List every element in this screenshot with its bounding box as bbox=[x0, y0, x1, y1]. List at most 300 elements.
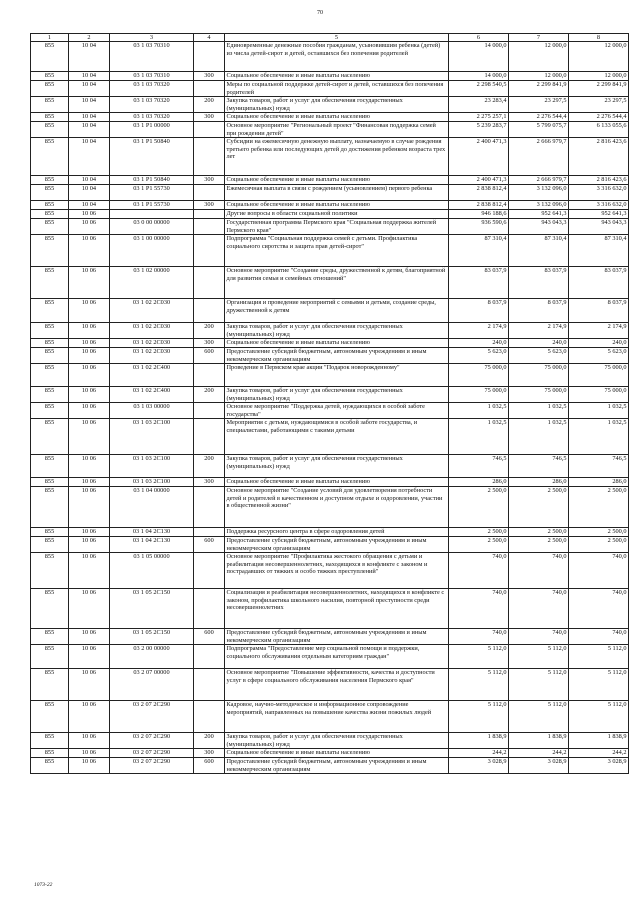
cell-code: 855 bbox=[31, 528, 69, 537]
cell-section: 10 06 bbox=[69, 733, 110, 749]
cell-section: 10 06 bbox=[69, 553, 110, 589]
cell-amount-3: 3 028,9 bbox=[569, 758, 629, 774]
cell-amount-1: 3 028,9 bbox=[449, 758, 509, 774]
cell-amount-2: 740,0 bbox=[509, 629, 569, 645]
table-row bbox=[31, 42, 629, 72]
cell-section: 10 06 bbox=[69, 758, 110, 774]
cell-target: 03 1 P1 00000 bbox=[110, 122, 194, 138]
cell-amount-2: 240,0 bbox=[509, 339, 569, 348]
cell-code: 855 bbox=[31, 267, 69, 299]
cell-amount-3: 746,5 bbox=[569, 455, 629, 478]
column-header: 1 bbox=[31, 34, 69, 42]
cell-expense-type: 200 bbox=[194, 387, 225, 403]
cell-expense-type: 300 bbox=[194, 72, 225, 81]
cell-section: 10 06 bbox=[69, 701, 110, 733]
table-row bbox=[31, 669, 629, 701]
table-row bbox=[31, 403, 629, 419]
cell-expense-type: 200 bbox=[194, 97, 225, 113]
cell-amount-2: 2 174,9 bbox=[509, 323, 569, 339]
cell-name: Другие вопросы в области социальной политики bbox=[225, 210, 449, 219]
cell-section: 10 04 bbox=[69, 42, 110, 72]
budget-table bbox=[30, 33, 629, 774]
cell-name: Предоставление субсидий бюджетным, автономным учреждениям и иным некоммерческим организациям bbox=[225, 537, 449, 553]
cell-name: Основное мероприятие "Создание среды, дружественной к детям, благоприятной для развития семьи и семейных отношений" bbox=[225, 267, 449, 299]
cell-target: 03 1 P1 50840 bbox=[110, 176, 194, 185]
cell-amount-3: 2 816 423,6 bbox=[569, 176, 629, 185]
cell-expense-type bbox=[194, 235, 225, 267]
cell-code: 855 bbox=[31, 537, 69, 553]
cell-section: 10 04 bbox=[69, 113, 110, 122]
cell-name: Социальное обеспечение и иные выплаты населению bbox=[225, 339, 449, 348]
cell-expense-type bbox=[194, 701, 225, 733]
cell-amount-2: 746,5 bbox=[509, 455, 569, 478]
cell-amount-2: 2 500,0 bbox=[509, 487, 569, 528]
cell-code: 855 bbox=[31, 487, 69, 528]
cell-code: 855 bbox=[31, 645, 69, 669]
cell-expense-type bbox=[194, 267, 225, 299]
cell-name: Организация и проведение мероприятий с семьями и детьми, создание среды, дружественной к детям bbox=[225, 299, 449, 323]
cell-amount-1: 2 275 257,1 bbox=[449, 113, 509, 122]
cell-code: 855 bbox=[31, 113, 69, 122]
cell-amount-1: 2 400 471,3 bbox=[449, 176, 509, 185]
cell-section: 10 06 bbox=[69, 669, 110, 701]
cell-target bbox=[110, 210, 194, 219]
cell-name: Единовременные денежные пособия гражданам, усыновившим ребенка (детей) из числа детей-сирот и детей, оставшихся без попечения родителей bbox=[225, 42, 449, 72]
cell-target: 03 1 02 2C400 bbox=[110, 364, 194, 387]
cell-code: 855 bbox=[31, 299, 69, 323]
cell-amount-2: 12 000,0 bbox=[509, 42, 569, 72]
cell-name: Подпрограмма "Социальная поддержка семей с детьми. Профилактика социального сиротства и защита прав детей-сирот" bbox=[225, 235, 449, 267]
table-row bbox=[31, 176, 629, 185]
cell-code: 855 bbox=[31, 758, 69, 774]
cell-code: 855 bbox=[31, 42, 69, 72]
cell-amount-1: 83 037,9 bbox=[449, 267, 509, 299]
cell-section: 10 04 bbox=[69, 122, 110, 138]
cell-section: 10 06 bbox=[69, 455, 110, 478]
cell-amount-1: 5 623,0 bbox=[449, 348, 509, 364]
cell-name: Поддержка ресурсного центра в сфере оздоровления детей bbox=[225, 528, 449, 537]
cell-code: 855 bbox=[31, 478, 69, 487]
cell-code: 855 bbox=[31, 749, 69, 758]
cell-section: 10 06 bbox=[69, 339, 110, 348]
cell-amount-3: 286,0 bbox=[569, 478, 629, 487]
cell-amount-2: 740,0 bbox=[509, 553, 569, 589]
cell-code: 855 bbox=[31, 629, 69, 645]
table-row bbox=[31, 758, 629, 774]
cell-amount-3: 87 310,4 bbox=[569, 235, 629, 267]
cell-expense-type bbox=[194, 645, 225, 669]
table-row bbox=[31, 645, 629, 669]
cell-amount-1: 946 188,6 bbox=[449, 210, 509, 219]
cell-name: Закупка товаров, работ и услуг для обеспечения государственных (муниципальных) нужд bbox=[225, 323, 449, 339]
cell-target: 03 1 03 70320 bbox=[110, 113, 194, 122]
cell-amount-3: 83 037,9 bbox=[569, 267, 629, 299]
cell-amount-3: 75 000,0 bbox=[569, 387, 629, 403]
cell-amount-3: 23 297,5 bbox=[569, 97, 629, 113]
cell-expense-type: 600 bbox=[194, 758, 225, 774]
cell-expense-type: 300 bbox=[194, 478, 225, 487]
cell-expense-type: 600 bbox=[194, 629, 225, 645]
cell-target: 03 1 02 2C030 bbox=[110, 323, 194, 339]
cell-expense-type bbox=[194, 219, 225, 235]
cell-code: 855 bbox=[31, 669, 69, 701]
cell-amount-2: 2 299 841,9 bbox=[509, 81, 569, 97]
cell-name: Закупка товаров, работ и услуг для обеспечения государственных (муниципальных) нужд bbox=[225, 97, 449, 113]
cell-amount-3: 3 316 632,0 bbox=[569, 185, 629, 201]
cell-expense-type bbox=[194, 487, 225, 528]
cell-code: 855 bbox=[31, 97, 69, 113]
column-header: 4 bbox=[194, 34, 225, 42]
table-row bbox=[31, 528, 629, 537]
table-row bbox=[31, 323, 629, 339]
table-row bbox=[31, 348, 629, 364]
cell-amount-2: 1 838,9 bbox=[509, 733, 569, 749]
cell-expense-type bbox=[194, 185, 225, 201]
cell-amount-3: 5 112,0 bbox=[569, 701, 629, 733]
cell-amount-3: 75 000,0 bbox=[569, 364, 629, 387]
cell-amount-1: 5 112,0 bbox=[449, 669, 509, 701]
cell-amount-1: 2 500,0 bbox=[449, 537, 509, 553]
cell-code: 855 bbox=[31, 553, 69, 589]
cell-section: 10 04 bbox=[69, 72, 110, 81]
cell-target: 03 1 04 2C130 bbox=[110, 528, 194, 537]
cell-expense-type: 600 bbox=[194, 348, 225, 364]
cell-amount-2: 5 623,0 bbox=[509, 348, 569, 364]
column-header: 3 bbox=[110, 34, 194, 42]
cell-section: 10 04 bbox=[69, 185, 110, 201]
cell-amount-1: 2 174,9 bbox=[449, 323, 509, 339]
cell-amount-2: 83 037,9 bbox=[509, 267, 569, 299]
cell-target: 03 2 07 00000 bbox=[110, 669, 194, 701]
cell-amount-2: 87 310,4 bbox=[509, 235, 569, 267]
cell-expense-type bbox=[194, 589, 225, 629]
table-row bbox=[31, 487, 629, 528]
cell-amount-1: 87 310,4 bbox=[449, 235, 509, 267]
cell-expense-type: 300 bbox=[194, 339, 225, 348]
cell-amount-3: 2 174,9 bbox=[569, 323, 629, 339]
cell-amount-2: 5 112,0 bbox=[509, 645, 569, 669]
table-row bbox=[31, 455, 629, 478]
cell-code: 855 bbox=[31, 701, 69, 733]
cell-amount-1: 1 032,5 bbox=[449, 403, 509, 419]
cell-name: Социальное обеспечение и иные выплаты населению bbox=[225, 478, 449, 487]
cell-section: 10 06 bbox=[69, 629, 110, 645]
cell-amount-3: 5 112,0 bbox=[569, 669, 629, 701]
cell-amount-2: 2 666 979,7 bbox=[509, 176, 569, 185]
cell-code: 855 bbox=[31, 733, 69, 749]
cell-target: 03 1 00 00000 bbox=[110, 235, 194, 267]
cell-expense-type: 200 bbox=[194, 455, 225, 478]
cell-amount-2: 12 000,0 bbox=[509, 72, 569, 81]
cell-expense-type bbox=[194, 42, 225, 72]
cell-section: 10 06 bbox=[69, 364, 110, 387]
cell-amount-1: 240,0 bbox=[449, 339, 509, 348]
cell-section: 10 04 bbox=[69, 201, 110, 210]
cell-amount-2: 2 500,0 bbox=[509, 537, 569, 553]
cell-code: 855 bbox=[31, 72, 69, 81]
cell-amount-3: 5 112,0 bbox=[569, 645, 629, 669]
table-row bbox=[31, 97, 629, 113]
cell-section: 10 06 bbox=[69, 348, 110, 364]
cell-expense-type: 300 bbox=[194, 201, 225, 210]
cell-target: 03 1 03 2C100 bbox=[110, 455, 194, 478]
cell-code: 855 bbox=[31, 455, 69, 478]
cell-amount-1: 14 000,0 bbox=[449, 72, 509, 81]
cell-amount-1: 740,0 bbox=[449, 629, 509, 645]
cell-name: Кадровое, научно-методическое и информационное сопровождение мероприятий, направленных на повышение качества жизни пожилых людей bbox=[225, 701, 449, 733]
cell-code: 855 bbox=[31, 589, 69, 629]
cell-amount-2: 286,0 bbox=[509, 478, 569, 487]
cell-target: 03 1 03 70310 bbox=[110, 72, 194, 81]
cell-amount-2: 3 132 096,0 bbox=[509, 201, 569, 210]
cell-amount-2: 5 112,0 bbox=[509, 701, 569, 733]
cell-amount-3: 1 032,5 bbox=[569, 419, 629, 455]
cell-section: 10 06 bbox=[69, 537, 110, 553]
cell-expense-type bbox=[194, 403, 225, 419]
cell-amount-2: 8 037,9 bbox=[509, 299, 569, 323]
cell-name: Основное мероприятие "Региональный проект "Финансовая поддержка семей при рождении детей" bbox=[225, 122, 449, 138]
cell-section: 10 06 bbox=[69, 323, 110, 339]
table-row bbox=[31, 210, 629, 219]
table-row bbox=[31, 72, 629, 81]
cell-amount-1: 2 500,0 bbox=[449, 528, 509, 537]
table-row bbox=[31, 701, 629, 733]
cell-target: 03 1 03 70320 bbox=[110, 81, 194, 97]
cell-section: 10 06 bbox=[69, 387, 110, 403]
cell-amount-2: 5 799 075,7 bbox=[509, 122, 569, 138]
cell-section: 10 04 bbox=[69, 97, 110, 113]
cell-amount-2: 740,0 bbox=[509, 589, 569, 629]
cell-code: 855 bbox=[31, 81, 69, 97]
cell-amount-3: 2 299 841,9 bbox=[569, 81, 629, 97]
cell-section: 10 06 bbox=[69, 487, 110, 528]
cell-amount-1: 5 112,0 bbox=[449, 701, 509, 733]
cell-section: 10 04 bbox=[69, 176, 110, 185]
cell-code: 855 bbox=[31, 201, 69, 210]
page-number: 70 bbox=[317, 10, 323, 16]
cell-section: 10 06 bbox=[69, 235, 110, 267]
cell-expense-type bbox=[194, 210, 225, 219]
cell-amount-3: 244,2 bbox=[569, 749, 629, 758]
cell-code: 855 bbox=[31, 323, 69, 339]
cell-amount-1: 75 000,0 bbox=[449, 387, 509, 403]
cell-target: 03 1 02 2C030 bbox=[110, 299, 194, 323]
cell-amount-1: 2 500,0 bbox=[449, 487, 509, 528]
cell-code: 855 bbox=[31, 138, 69, 176]
cell-section: 10 04 bbox=[69, 138, 110, 176]
cell-code: 855 bbox=[31, 122, 69, 138]
cell-name: Основное мероприятие "Поддержка детей, нуждающихся в особой заботе государства" bbox=[225, 403, 449, 419]
cell-expense-type bbox=[194, 553, 225, 589]
cell-amount-1: 286,0 bbox=[449, 478, 509, 487]
cell-amount-1: 2 838 812,4 bbox=[449, 185, 509, 201]
cell-amount-1: 23 283,4 bbox=[449, 97, 509, 113]
cell-section: 10 06 bbox=[69, 749, 110, 758]
column-header: 8 bbox=[569, 34, 629, 42]
cell-amount-1: 740,0 bbox=[449, 589, 509, 629]
cell-amount-1: 936 590,6 bbox=[449, 219, 509, 235]
cell-target: 03 1 04 00000 bbox=[110, 487, 194, 528]
cell-expense-type: 200 bbox=[194, 733, 225, 749]
cell-expense-type bbox=[194, 528, 225, 537]
column-header: 7 bbox=[509, 34, 569, 42]
cell-amount-1: 2 838 812,4 bbox=[449, 201, 509, 210]
table-row bbox=[31, 299, 629, 323]
column-header: 2 bbox=[69, 34, 110, 42]
table-row bbox=[31, 629, 629, 645]
header-row bbox=[31, 34, 629, 42]
cell-target: 03 1 P1 50840 bbox=[110, 138, 194, 176]
cell-target: 03 1 02 2C030 bbox=[110, 348, 194, 364]
cell-amount-3: 740,0 bbox=[569, 629, 629, 645]
table-row bbox=[31, 733, 629, 749]
cell-target: 03 2 07 2C290 bbox=[110, 758, 194, 774]
cell-target: 03 0 00 00000 bbox=[110, 219, 194, 235]
cell-name: Мероприятия с детьми, нуждающимися в особой заботе государства, и специалистами, работающими с такими детьми bbox=[225, 419, 449, 455]
cell-code: 855 bbox=[31, 339, 69, 348]
table-row bbox=[31, 749, 629, 758]
cell-target: 03 1 02 2C030 bbox=[110, 339, 194, 348]
cell-section: 10 06 bbox=[69, 403, 110, 419]
table-row bbox=[31, 364, 629, 387]
cell-name: Основное мероприятие "Профилактика жестокого обращения с детьми и реабилитация несовершеннолетних, находящихся в конфликте с законом и пострадавших от тяжких и особо тяжких преступлений" bbox=[225, 553, 449, 589]
cell-section: 10 06 bbox=[69, 528, 110, 537]
cell-target: 03 1 04 2C130 bbox=[110, 537, 194, 553]
cell-amount-3: 1 032,5 bbox=[569, 403, 629, 419]
cell-name: Меры по социальной поддержке детей-сирот и детей, оставшихся без попечения родителей bbox=[225, 81, 449, 97]
cell-amount-3: 740,0 bbox=[569, 589, 629, 629]
table-row bbox=[31, 113, 629, 122]
table-row bbox=[31, 553, 629, 589]
cell-expense-type: 600 bbox=[194, 537, 225, 553]
column-header: 5 bbox=[225, 34, 449, 42]
table-row bbox=[31, 185, 629, 201]
cell-target: 03 1 05 2C150 bbox=[110, 589, 194, 629]
cell-amount-3: 240,0 bbox=[569, 339, 629, 348]
cell-code: 855 bbox=[31, 348, 69, 364]
cell-target: 03 1 P1 55730 bbox=[110, 185, 194, 201]
table-row bbox=[31, 387, 629, 403]
cell-target: 03 2 07 2C290 bbox=[110, 733, 194, 749]
cell-section: 10 04 bbox=[69, 81, 110, 97]
cell-amount-3: 2 816 423,6 bbox=[569, 138, 629, 176]
cell-expense-type: 300 bbox=[194, 749, 225, 758]
cell-name: Государственная программа Пермского края "Социальная поддержка жителей Пермского края" bbox=[225, 219, 449, 235]
cell-expense-type bbox=[194, 138, 225, 176]
cell-amount-3: 740,0 bbox=[569, 553, 629, 589]
cell-name: Социализация и реабилитация несовершеннолетних, находящихся в конфликте с законом, профилактика школьного насилия, повторной преступности среди несовершеннолетних bbox=[225, 589, 449, 629]
cell-amount-2: 1 032,5 bbox=[509, 419, 569, 455]
cell-amount-1: 244,2 bbox=[449, 749, 509, 758]
cell-amount-2: 5 112,0 bbox=[509, 669, 569, 701]
cell-target: 03 1 03 70320 bbox=[110, 97, 194, 113]
cell-amount-3: 12 000,0 bbox=[569, 42, 629, 72]
cell-expense-type bbox=[194, 81, 225, 97]
cell-expense-type bbox=[194, 669, 225, 701]
cell-amount-3: 952 641,3 bbox=[569, 210, 629, 219]
table-row bbox=[31, 537, 629, 553]
cell-section: 10 06 bbox=[69, 478, 110, 487]
column-header: 6 bbox=[449, 34, 509, 42]
cell-amount-3: 2 500,0 bbox=[569, 528, 629, 537]
cell-name: Закупка товаров, работ и услуг для обеспечения государственных (муниципальных) нужд bbox=[225, 387, 449, 403]
cell-code: 855 bbox=[31, 210, 69, 219]
cell-amount-1: 2 298 540,5 bbox=[449, 81, 509, 97]
cell-amount-2: 1 032,5 bbox=[509, 403, 569, 419]
cell-amount-2: 75 000,0 bbox=[509, 387, 569, 403]
cell-amount-2: 943 043,3 bbox=[509, 219, 569, 235]
cell-amount-3: 6 133 055,6 bbox=[569, 122, 629, 138]
cell-target: 03 2 07 2C290 bbox=[110, 749, 194, 758]
cell-name: Предоставление субсидий бюджетным, автономным учреждениям и иным некоммерческим организациям bbox=[225, 629, 449, 645]
cell-target: 03 1 02 2C400 bbox=[110, 387, 194, 403]
cell-amount-1: 75 000,0 bbox=[449, 364, 509, 387]
cell-amount-2: 952 641,3 bbox=[509, 210, 569, 219]
table-row bbox=[31, 478, 629, 487]
cell-section: 10 06 bbox=[69, 267, 110, 299]
cell-name: Социальное обеспечение и иные выплаты населению bbox=[225, 176, 449, 185]
cell-name: Социальное обеспечение и иные выплаты населению bbox=[225, 749, 449, 758]
cell-name: Социальное обеспечение и иные выплаты населению bbox=[225, 72, 449, 81]
cell-amount-3: 943 043,3 bbox=[569, 219, 629, 235]
cell-code: 855 bbox=[31, 176, 69, 185]
cell-target: 03 1 03 00000 bbox=[110, 403, 194, 419]
cell-amount-1: 1 032,5 bbox=[449, 419, 509, 455]
cell-target: 03 1 05 00000 bbox=[110, 553, 194, 589]
cell-name: Основное мероприятие "Создание условий для удовлетворения потребности детей и родителей в качественном и доступном отдыхе и оздоровлении, участии в общественной жизни" bbox=[225, 487, 449, 528]
cell-amount-3: 5 623,0 bbox=[569, 348, 629, 364]
cell-name: Предоставление субсидий бюджетным, автономным учреждениям и иным некоммерческим организациям bbox=[225, 348, 449, 364]
cell-amount-1: 740,0 bbox=[449, 553, 509, 589]
table-row bbox=[31, 419, 629, 455]
cell-name: Социальное обеспечение и иные выплаты населению bbox=[225, 113, 449, 122]
cell-code: 855 bbox=[31, 185, 69, 201]
cell-code: 855 bbox=[31, 403, 69, 419]
table-row bbox=[31, 339, 629, 348]
cell-amount-3: 3 316 632,0 bbox=[569, 201, 629, 210]
cell-amount-3: 12 000,0 bbox=[569, 72, 629, 81]
cell-expense-type bbox=[194, 364, 225, 387]
cell-target: 03 1 02 00000 bbox=[110, 267, 194, 299]
cell-amount-2: 3 132 096,0 bbox=[509, 185, 569, 201]
cell-section: 10 06 bbox=[69, 645, 110, 669]
cell-section: 10 06 bbox=[69, 210, 110, 219]
table-row bbox=[31, 122, 629, 138]
cell-code: 855 bbox=[31, 419, 69, 455]
cell-name: Закупка товаров, работ и услуг для обеспечения государственных (муниципальных) нужд bbox=[225, 733, 449, 749]
cell-name: Субсидии на ежемесячную денежную выплату, назначаемую в случае рождения третьего ребенка или последующих детей до достижения ребенком возраста трех лет bbox=[225, 138, 449, 176]
cell-target: 03 2 07 2C290 bbox=[110, 701, 194, 733]
cell-name: Проведение в Пермском крае акции "Подарок новорожденному" bbox=[225, 364, 449, 387]
cell-expense-type bbox=[194, 122, 225, 138]
table-row bbox=[31, 138, 629, 176]
cell-amount-2: 2 666 979,7 bbox=[509, 138, 569, 176]
cell-name: Подпрограмма "Предоставление мер социальной помощи и поддержки, социального обслуживания отдельным категориям граждан" bbox=[225, 645, 449, 669]
cell-expense-type: 300 bbox=[194, 176, 225, 185]
cell-name: Закупка товаров, работ и услуг для обеспечения государственных (муниципальных) нужд bbox=[225, 455, 449, 478]
cell-amount-2: 2 276 544,4 bbox=[509, 113, 569, 122]
cell-target: 03 1 03 2C100 bbox=[110, 419, 194, 455]
footer-code: 1073-22 bbox=[34, 882, 53, 888]
table-row bbox=[31, 219, 629, 235]
cell-code: 855 bbox=[31, 387, 69, 403]
cell-amount-3: 2 500,0 bbox=[569, 487, 629, 528]
cell-name: Предоставление субсидий бюджетным, автономным учреждениям и иным некоммерческим организациям bbox=[225, 758, 449, 774]
cell-name: Основное мероприятие "Повышение эффективности, качества и доступности услуг в сфере социального обслуживания населения Пермского края" bbox=[225, 669, 449, 701]
cell-amount-2: 244,2 bbox=[509, 749, 569, 758]
table-row bbox=[31, 81, 629, 97]
cell-code: 855 bbox=[31, 219, 69, 235]
